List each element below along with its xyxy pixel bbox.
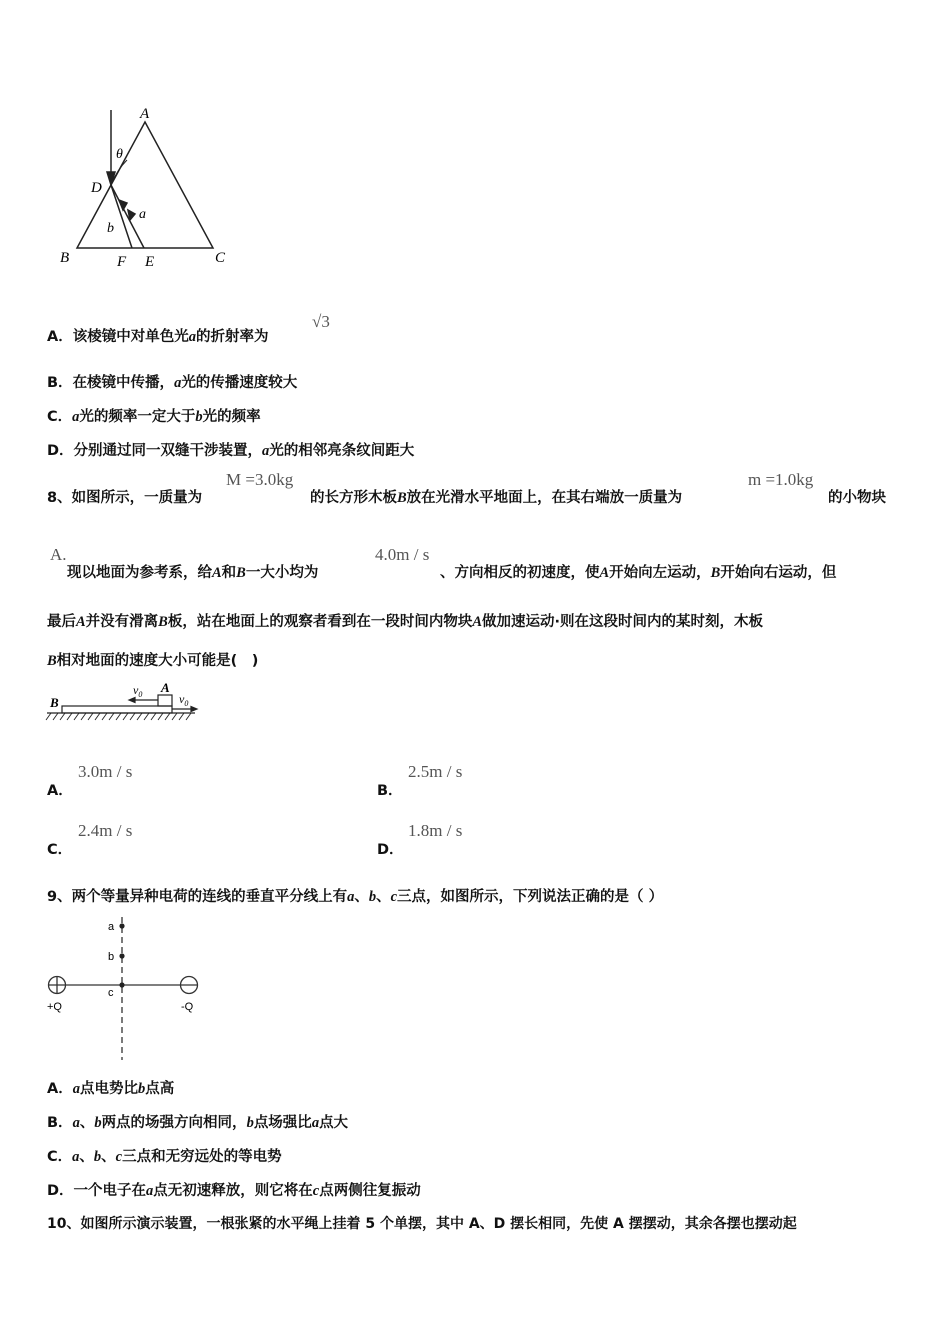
q9-option-d[interactable]: D．一个电子在a点无初速释放，则它将在c点两侧往复振动 [47,1183,421,1199]
q8-option-c[interactable]: C． [47,842,73,858]
sqrt3-math: √3 [312,312,330,331]
q8-stem-line2: 现以地面为参考系，给A和B一大小均为 [67,565,319,581]
q10-stem: 10、如图所示演示装置，一根张紧的水平绳上挂着 5 个单摆，其中 A、D 摆长相同，先使 A 摆摆动，其余各摆也摆动起 [47,1216,797,1232]
q8-stem-part1: 8、如图所示，一质量为 [47,490,203,506]
point-b [119,953,124,958]
fig-label-c: c [108,987,114,999]
q9-option-c[interactable]: C．a、b、c三点和无穷远处的等电势 [47,1149,282,1165]
q8-option-c-value: 2.4m / s [78,821,133,840]
q9-option-b[interactable]: B．a、b两点的场强方向相同，b点场强比a点大 [47,1115,349,1131]
label-A: A [140,106,150,122]
point-c [119,982,124,987]
label-b: b [107,221,114,236]
q7-option-d: D．分别通过同一双缝干涉装置，a光的相邻亮条纹间距大 [47,443,415,459]
fig-label-A: A [161,680,170,695]
fig-label-v0-right: $v_0$ [179,692,189,708]
fig-label-B: B [50,695,59,710]
q8-option-b-value: 2.5m / s [408,762,463,781]
fig-label-b: b [108,951,115,963]
q7-option-c: C．a光的频率一定大于b光的频率 [47,409,261,425]
block-A [158,695,172,706]
q8-option-b[interactable]: B． [377,783,403,799]
q8-option-a-value: 3.0m / s [78,762,133,781]
label-C: C [215,250,226,266]
q8-stem-line4: B相对地面的速度大小可能是( ) [47,653,259,669]
point-a [119,923,124,928]
q8-stem-part3: 的小物块 [828,490,886,506]
q8-option-d-value: 1.8m / s [408,821,463,840]
math-A: A. [50,545,67,564]
board-B [62,706,172,713]
label-a: a [139,207,146,222]
label-theta: θ [116,147,123,162]
label-D: D [91,180,102,196]
q8-option-a[interactable]: A． [47,783,73,799]
charges-figure [45,912,210,1062]
math-m: m =1.0kg [748,470,814,489]
math-M: M =3.0kg [226,470,294,489]
prism-figure [55,100,240,275]
fig-label-plus-q: +Q [47,1001,62,1013]
fig-label-minus-q: -Q [181,1001,194,1013]
board-block-figure [45,678,205,726]
q9-stem: 9、两个等量异种电荷的连线的垂直平分线上有a、b、c三点，如图所示，下列说法正确的是（ ） [47,889,664,905]
q9-option-a[interactable]: A．a点电势比b点高 [47,1081,175,1097]
q8-stem-part2: 的长方形木板B放在光滑水平地面上，在其右端放一质量为 [310,490,683,506]
q8-option-d[interactable]: D． [377,842,404,858]
label-F: F [117,254,127,270]
q8-stem-line2b: 、方向相反的初速度，使A开始向左运动，B开始向右运动，但 [440,565,837,581]
label-E: E [145,254,155,270]
fig-label-a: a [108,921,115,933]
q7-option-a: A．该棱镜中对单色光a的折射率为 [47,329,269,345]
q8-stem-line3: 最后A并没有滑离B板，站在地面上的观察者看到在一段时间内物块A做加速运动·则在这段时间内的某时刻，木板 [47,614,764,630]
math-v: 4.0m / s [375,545,430,564]
label-B: B [60,250,70,266]
fig-label-v0-left: $v_0$ [133,683,143,699]
q7-option-b: B．在棱镜中传播，a光的传播速度较大 [47,375,298,391]
